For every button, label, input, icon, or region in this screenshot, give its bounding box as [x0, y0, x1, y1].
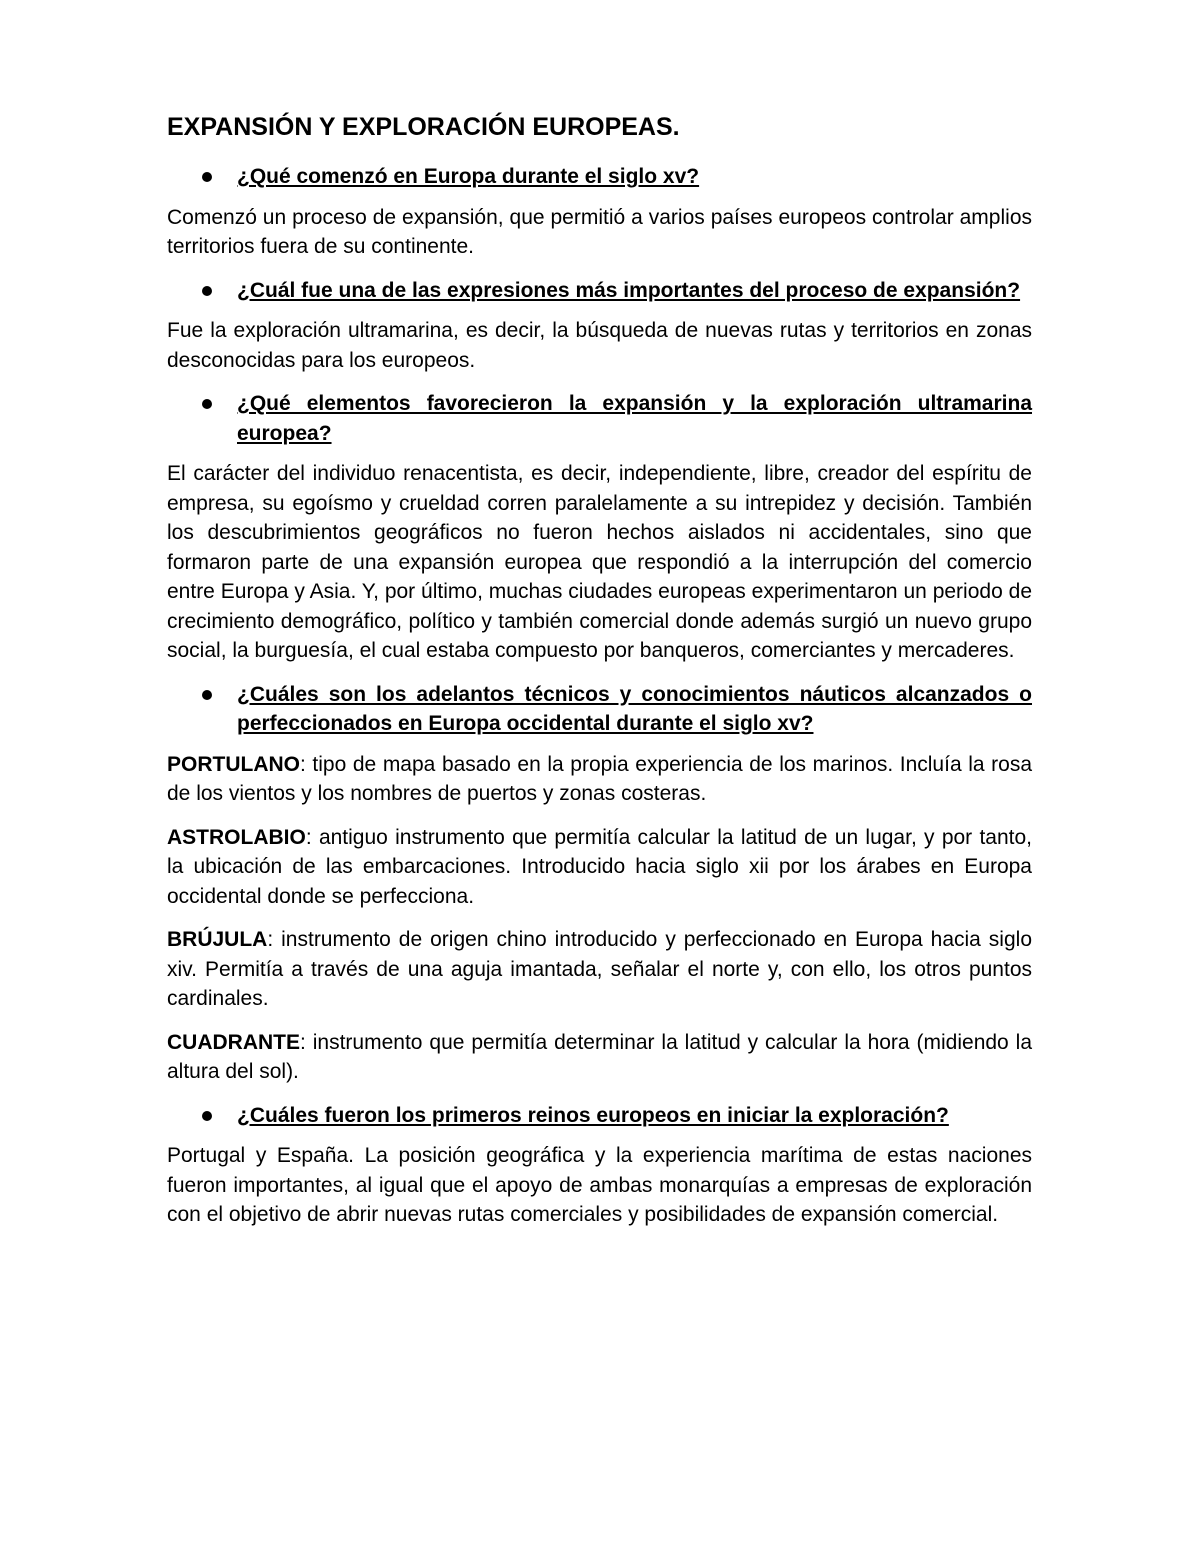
bullet-icon: [202, 399, 212, 409]
term-definition-cuadrante: [167, 1028, 1032, 1087]
question-item: [167, 389, 1032, 448]
term-definition-brujula: [167, 925, 1032, 1014]
term-label: BRÚJULA: [167, 928, 268, 951]
question-item: [167, 1101, 1032, 1131]
bullet-icon: [202, 172, 212, 182]
term-definition: : tipo de mapa basado en la propia experiencia de los marinos. Incluía la rosa de los vientos y los nombres de puertos y zonas costeras.: [167, 752, 1032, 805]
term-label: PORTULANO: [167, 752, 300, 776]
bullet-icon: [202, 286, 212, 296]
term-definition-astrolabio: [167, 823, 1032, 912]
answer-text: Comenzó un proceso de expansión, que permitió a varios países europeos controlar amplios territorios fuera de su continente.: [167, 205, 1032, 258]
term-label: ASTROLABIO: [167, 825, 306, 849]
bullet-icon: [202, 690, 212, 700]
question-text: ¿Qué elementos favorecieron la expansión y la exploración ultramarina europea?: [237, 392, 1032, 445]
answer-text: Portugal y España. La posición geográfica y la experiencia marítima de estas naciones fueron importantes, al igual que el apoyo de ambas monarquías a empresas de exploración con el objetivo de abrir nuevas rutas comerciales y posibilidades de expansión comercial.: [167, 1144, 1032, 1226]
question-text: ¿Cuál fue una de las expresiones más importantes del proceso de expansión?: [237, 278, 1021, 302]
question-item: [167, 162, 1032, 192]
term-definition: : instrumento de origen chino introducido y perfeccionado en Europa hacia siglo xiv. Permitía a través de una aguja imantada, señalar el norte y, con ello, los otros puntos cardinales.: [167, 928, 1032, 1010]
answer-text: Fue la exploración ultramarina, es decir, la búsqueda de nuevas rutas y territorios en zonas desconocidas para los europeos.: [167, 319, 1032, 372]
term-definition: : instrumento que permitía determinar la latitud y calcular la hora (midiendo la altura del sol).: [167, 1030, 1032, 1083]
term-label: CUADRANTE: [167, 1030, 300, 1054]
term-definition-portulano: [167, 750, 1032, 809]
question-text: ¿Qué comenzó en Europa durante el siglo xv?: [237, 165, 700, 188]
document-title: EXPANSIÓN Y EXPLORACIÓN EUROPEAS.: [167, 113, 680, 141]
question-text: ¿Cuáles fueron los primeros reinos europeos en iniciar la exploración?: [237, 1103, 949, 1127]
question-text: ¿Cuáles son los adelantos técnicos y conocimientos náuticos alcanzados o perfeccionados en Europa occidental durante el siglo xv?: [237, 682, 1032, 735]
answer-text: El carácter del individuo renacentista, es decir, independiente, libre, creador del espíritu de empresa, su egoísmo y crueldad corren paralelamente a su intrepidez y decisión. También los descubrimientos geográficos no fueron hechos aislados ni accidentales, sino que formaron parte de una expansión europea que respondió a la interrupción del comercio entre Europa y Asia. Y, por último, muchas ciudades europeas experimentaron un periodo de crecimiento demográfico, político y también comercial donde además surgió un nuevo grupo social, la burguesía, el cual estaba compuesto por banqueros, comerciantes y mercaderes.: [167, 462, 1032, 662]
term-definition: : antiguo instrumento que permitía calcular la latitud de un lugar, y por tanto, la ubicación de las embarcaciones. Introducido hacia siglo xii por los árabes en Europa occidental donde se perfecciona.: [167, 825, 1032, 908]
question-item: [167, 680, 1032, 739]
question-item: [167, 276, 1032, 306]
bullet-icon: [202, 1111, 212, 1121]
